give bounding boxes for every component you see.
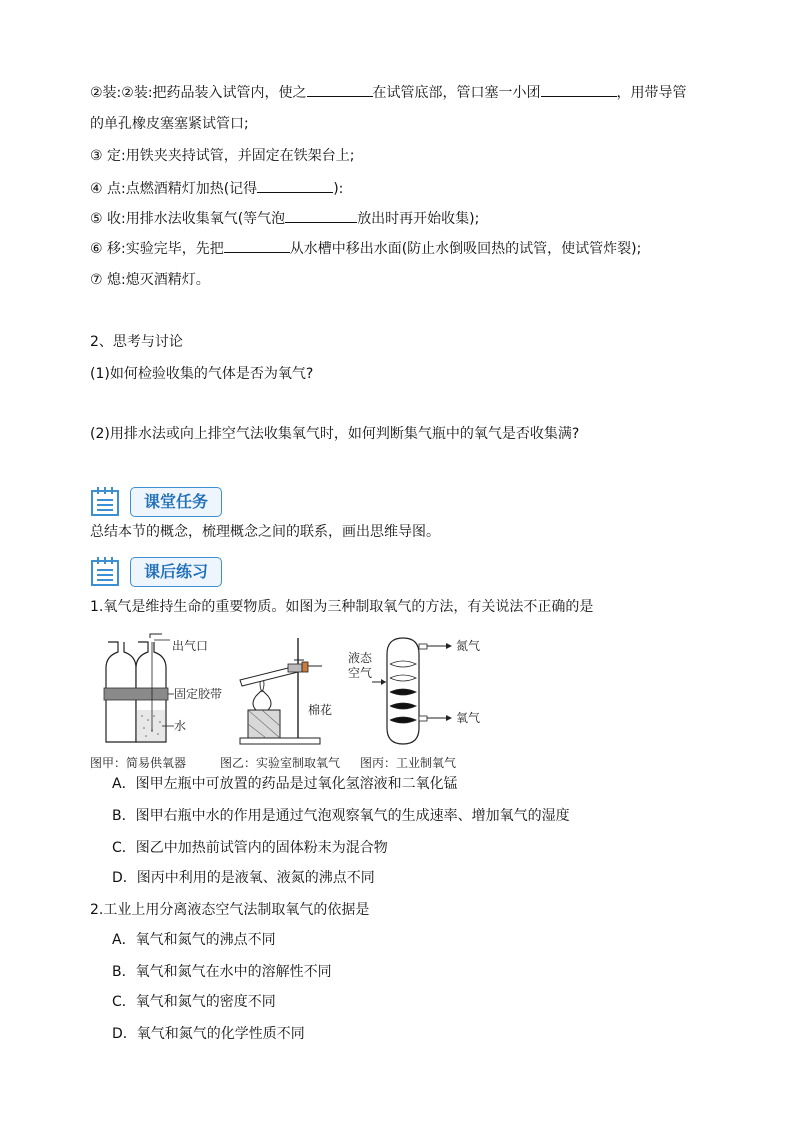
label-liquid-air-1: 液态	[348, 651, 373, 665]
distillation-column	[372, 638, 452, 744]
step-2-line	[90, 82, 687, 103]
label-band: 固定胶带	[174, 687, 223, 701]
step-2-line-cont: 的单孔橡皮塞塞紧试管口;	[90, 116, 249, 132]
step-6-line	[90, 238, 641, 259]
q2-option-c[interactable]: C．氧气和氮气的密度不同	[112, 994, 276, 1010]
step-4-text-b: ):	[333, 181, 344, 197]
q1-option-d[interactable]: D．图丙中利用的是液氧、液氮的沸点不同	[112, 870, 375, 886]
caption-fig-a: 图甲：简易供氧器	[90, 756, 187, 770]
step-6-text-a: ⑥ 移:实验完毕，先把	[90, 241, 224, 257]
label-cotton: 棉花	[308, 703, 333, 717]
label-oxygen: 氧气	[456, 711, 481, 725]
step-4-text-a: ④ 点:点燃酒精灯加热(记得	[90, 181, 258, 197]
q2-stem: 2.工业上用分离液态空气法制取氧气的依据是	[90, 902, 370, 918]
q2-option-b[interactable]: B．氧气和氮气在水中的溶解性不同	[112, 964, 332, 980]
section-title-practice: 课后练习	[130, 557, 222, 587]
caption-fig-c: 图丙：工业制氧气	[360, 756, 457, 770]
caption-fig-b: 图乙：实验室制取氧气	[220, 756, 341, 770]
label-nitrogen: 氮气	[456, 639, 481, 653]
fill-blank[interactable]	[257, 178, 333, 193]
section-title-task: 课堂任务	[130, 487, 222, 517]
step-6-text-b: 从水槽中移出水面(防止水倒吸回热的试管，使试管炸裂);	[289, 241, 642, 257]
lab-apparatus	[240, 638, 322, 744]
oxygen-methods-figure	[90, 630, 510, 750]
step-2-text-b: 在试管底部，管口塞一小团	[372, 85, 541, 101]
step-5-text-b: 放出时再开始收集);	[357, 211, 480, 227]
label-outlet: 出气口	[172, 639, 209, 653]
fill-blank[interactable]	[541, 82, 617, 97]
fill-blank[interactable]	[224, 238, 290, 253]
step-3-line: ③ 定:用铁夹夹持试管，并固定在铁架台上;	[90, 148, 355, 164]
step-5-line	[90, 208, 479, 229]
step-7-line: ⑦ 熄:熄灭酒精灯。	[90, 272, 210, 288]
discussion-q2: (2)用排水法或向上排空气法收集氧气时，如何判断集气瓶中的氧气是否收集满?	[90, 426, 580, 442]
label-liquid-air-2: 空气	[348, 666, 373, 680]
step-2-text-a: ②装:②装:把药品装入试管内，使之	[90, 85, 307, 101]
q1-option-c[interactable]: C．图乙中加热前试管内的固体粉末为混合物	[112, 840, 388, 856]
label-water: 水	[174, 719, 187, 733]
fill-blank[interactable]	[285, 208, 357, 223]
fill-blank[interactable]	[307, 82, 373, 97]
step-2-text-c: ，用带导管	[616, 85, 687, 101]
notebook-icon	[90, 556, 120, 586]
step-5-text-a: ⑤ 收:用排水法收集氧气(等气泡	[90, 211, 286, 227]
q1-option-a[interactable]: A．图甲左瓶中可放置的药品是过氧化氢溶液和二氧化锰	[112, 776, 458, 792]
q2-option-a[interactable]: A．氧气和氮气的沸点不同	[112, 932, 276, 948]
notebook-icon	[90, 486, 120, 516]
q1-option-b[interactable]: B．图甲右瓶中水的作用是通过气泡观察氧气的生成速率、增加氧气的湿度	[112, 808, 570, 824]
step-4-line	[90, 178, 343, 199]
discussion-title: 2、思考与讨论	[90, 334, 183, 350]
bottle-apparatus	[104, 634, 174, 742]
task-text: 总结本节的概念，梳理概念之间的联系，画出思维导图。	[90, 524, 440, 540]
discussion-q1: (1)如何检验收集的气体是否为氧气?	[90, 366, 314, 382]
q1-stem: 1.氧气是维持生命的重要物质。如图为三种制取氧气的方法，有关说法不正确的是	[90, 599, 594, 615]
q2-option-d[interactable]: D．氧气和氮气的化学性质不同	[112, 1026, 305, 1042]
